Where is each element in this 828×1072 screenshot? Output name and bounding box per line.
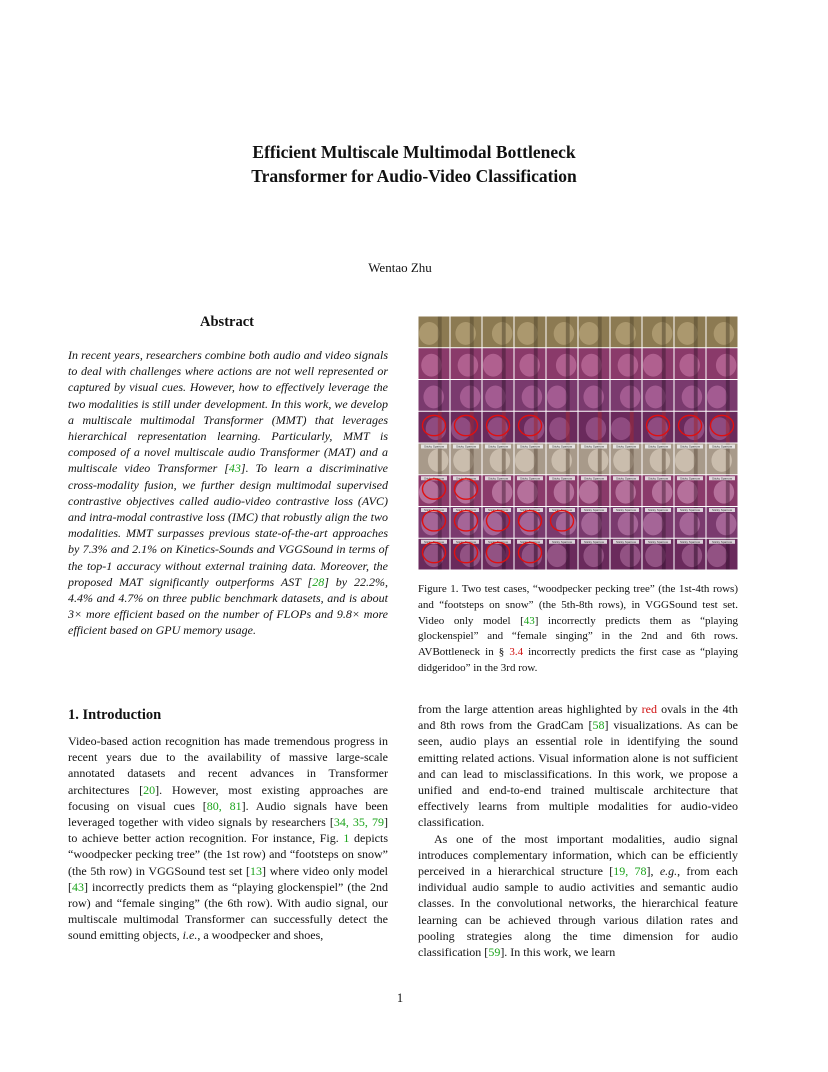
frame-label-tag: Sticky Sparrow bbox=[519, 539, 541, 544]
figure-frame bbox=[707, 412, 738, 443]
citation-link[interactable]: 20 bbox=[143, 782, 156, 797]
intro-text: ] visualizations. As can be seen, audio plays an essential role in identifying the sound emitting related actions. Visual information alone is not sufficient and can lead to misclassifications. In this work, we propose a unified and end-to-end trained multiscale architecture that effectively learns from multiple modalities for audio-video classification. bbox=[418, 718, 738, 830]
frame-label-tag: Sticky Sparrow bbox=[455, 444, 477, 449]
figure-frame bbox=[643, 317, 674, 348]
frame-label-tag: Sticky Sparrow bbox=[583, 476, 605, 481]
intro-text: ]. Audio signals have been leveraged together with video signals by researchers [ bbox=[68, 798, 388, 830]
frame-label-tag: Sticky Sparrow bbox=[679, 444, 701, 449]
figure-frame bbox=[483, 444, 514, 475]
figure-frame bbox=[675, 507, 706, 538]
figure-frame bbox=[451, 539, 482, 570]
figure-frame bbox=[515, 444, 546, 475]
figure-frame bbox=[611, 539, 642, 570]
figure-frame bbox=[419, 507, 450, 538]
figure-frame bbox=[547, 539, 578, 570]
citation-link[interactable]: 43 bbox=[228, 461, 241, 476]
frame-label-tag: Sticky Sparrow bbox=[679, 476, 701, 481]
figure-frame bbox=[707, 380, 738, 411]
figure-frame bbox=[611, 475, 642, 506]
frame-label-tag: Sticky Sparrow bbox=[583, 539, 605, 544]
citation-link[interactable]: 80, 81 bbox=[206, 798, 242, 813]
frame-label-tag: Sticky Sparrow bbox=[615, 476, 637, 481]
figure-frame bbox=[579, 444, 610, 475]
figure-frame bbox=[483, 348, 514, 379]
intro-text: ]. However, most existing approaches are focusing on visual cues [ bbox=[68, 782, 388, 813]
frame-label-tag: Sticky Sparrow bbox=[647, 539, 669, 544]
frame-label-tag: Sticky Sparrow bbox=[487, 476, 509, 481]
figure-frame bbox=[675, 539, 706, 570]
intro-text: depicts “woodpecker pecking tree” (the 1st row) and “footsteps on snow” (the 5th row) in VGGSound test set [ bbox=[68, 831, 388, 878]
figure-frame bbox=[451, 475, 482, 506]
frame-label-tag: Sticky Sparrow bbox=[647, 476, 669, 481]
citation-link[interactable]: 19, 78 bbox=[613, 864, 647, 879]
figure-frame bbox=[419, 444, 450, 475]
frame-label-tag: Sticky Sparrow bbox=[423, 539, 445, 544]
figure-frame bbox=[419, 348, 450, 379]
figure-frame bbox=[675, 380, 706, 411]
figure-frame bbox=[515, 475, 546, 506]
figure-frame bbox=[611, 444, 642, 475]
figure-frame bbox=[579, 348, 610, 379]
figure-frame bbox=[483, 507, 514, 538]
figure-frame bbox=[675, 444, 706, 475]
intro-text: ]. In this work, we learn bbox=[500, 945, 616, 960]
figure-caption bbox=[418, 582, 738, 677]
citation-link[interactable]: 43 bbox=[523, 614, 535, 627]
frame-label-tag: Sticky Sparrow bbox=[487, 539, 509, 544]
figure-frame bbox=[707, 348, 738, 379]
frame-label-tag: Sticky Sparrow bbox=[455, 476, 477, 481]
frame-label-tag: Sticky Sparrow bbox=[711, 508, 733, 513]
frame-label-tag: Sticky Sparrow bbox=[551, 539, 573, 544]
section-link[interactable]: 3.4 bbox=[509, 646, 524, 659]
abstract-text-2: ]. To learn a discriminative cross-modality fusion, we further design multimodal supervised contrastive objectives called audio-video contrastive loss (AVC) and intra-modal contrastive loss (IMC) that robustly align the two modalities. MMT surpasses previous state-of-the-art approaches by 7.3% and 2.1% on Kinetics-Sounds and VGGSound in terms of the top-1 accuracy without external training data. Moreover, the proposed MAT significantly outperforms AST [ bbox=[68, 461, 388, 589]
figure-frame bbox=[547, 444, 578, 475]
figure-frame bbox=[451, 380, 482, 411]
figure-frame bbox=[643, 539, 674, 570]
author-name: Wentao Zhu bbox=[368, 260, 432, 275]
figure-frame bbox=[675, 348, 706, 379]
figure-1-image-grid bbox=[418, 316, 738, 570]
intro-italic: e.g. bbox=[659, 864, 678, 879]
abstract-text-3: ] by 22.2%, 4.4% and 4.7% on three public benchmark datasets, and is about 3× more efficient based on the number of FLOPs and 9.8× more efficient based on GPU memory usage. bbox=[68, 574, 388, 638]
frame-label-tag: Sticky Sparrow bbox=[711, 539, 733, 544]
frame-label-tag: Sticky Sparrow bbox=[615, 508, 637, 513]
intro-text: , a woodpecker and shoes, bbox=[197, 928, 324, 943]
frame-label-tag: Sticky Sparrow bbox=[615, 539, 637, 544]
figure-frame bbox=[547, 507, 578, 538]
figure-frame bbox=[707, 444, 738, 475]
frame-label-tag: Sticky Sparrow bbox=[647, 508, 669, 513]
figure-frame bbox=[643, 507, 674, 538]
frame-label-tag: Sticky Sparrow bbox=[519, 444, 541, 449]
abstract-heading: Abstract bbox=[200, 314, 254, 330]
figure-frame bbox=[419, 317, 450, 348]
figure-frame bbox=[643, 444, 674, 475]
intro-text: As one of the most important modalities, audio signal introduces complementary information, which can be efficiently perceived in a hierarchical structure [ bbox=[418, 831, 738, 879]
figure-frame bbox=[579, 380, 610, 411]
figure-frame bbox=[611, 380, 642, 411]
figure-link[interactable]: 1 bbox=[343, 831, 350, 846]
caption-text-1: Figure 1. Two test cases, “woodpecker pecking tree” (the 1st-4th rows) and “footsteps on snow” (the 5th-8th rows), in VGGSound test set. Video only model [ bbox=[418, 583, 738, 627]
figure-frame bbox=[547, 475, 578, 506]
figure-frame bbox=[483, 380, 514, 411]
figure-frame bbox=[579, 539, 610, 570]
frame-label-tag: Sticky Sparrow bbox=[455, 508, 477, 513]
frame-label-tag: Sticky Sparrow bbox=[487, 508, 509, 513]
caption-text-2: ] incorrectly predicts them as “playing glockenspiel” and “female singing” in the 2nd and 6th rows. AVBottleneck in § bbox=[418, 614, 738, 659]
figure-frame bbox=[579, 412, 610, 443]
red-word: red bbox=[641, 702, 657, 716]
figure-frame bbox=[515, 317, 546, 348]
frame-label-tag: Sticky Sparrow bbox=[679, 539, 701, 544]
intro-right-column bbox=[418, 701, 738, 960]
frame-label-tag: Sticky Sparrow bbox=[423, 444, 445, 449]
figure-frame bbox=[451, 444, 482, 475]
frame-label-tag: Sticky Sparrow bbox=[583, 508, 605, 513]
figure-frame bbox=[611, 317, 642, 348]
frame-label-tag: Sticky Sparrow bbox=[647, 444, 669, 449]
frame-label-tag: Sticky Sparrow bbox=[455, 539, 477, 544]
intro-italic: i.e. bbox=[182, 928, 198, 943]
citation-link[interactable]: 43 bbox=[72, 879, 84, 894]
citation-link[interactable]: 59 bbox=[488, 945, 501, 960]
figure-frame bbox=[675, 475, 706, 506]
section-heading-introduction: 1. Introduction bbox=[68, 707, 162, 723]
figure-frame bbox=[419, 412, 450, 443]
figure-frame bbox=[515, 539, 546, 570]
caption-text-3: incorrectly predicts the first case as “playing didgeridoo” in the 3rd row. bbox=[418, 646, 738, 674]
intro-left-column bbox=[68, 733, 388, 944]
figure-frame bbox=[643, 348, 674, 379]
figure-frame bbox=[515, 348, 546, 379]
figure-frame bbox=[515, 380, 546, 411]
intro-text: from the large attention areas highlighted by bbox=[418, 702, 642, 716]
paper-title bbox=[0, 140, 828, 188]
figure-frame bbox=[515, 507, 546, 538]
frame-label-tag: Sticky Sparrow bbox=[551, 476, 573, 481]
title-line-2: Transformer for Audio-Video Classification bbox=[251, 166, 577, 186]
frame-label-tag: Sticky Sparrow bbox=[615, 444, 637, 449]
abstract-text-1: In recent years, researchers combine both audio and video signals to deal with challenges where actions are not well represented or captured by visual cues. However, how to effectively leverage the two modalities is still under development. In this work, we develop a multiscale multimodal Transformer (MMT) that leverages hierarchical representation learning. Particularly, MMT is composed of a novel multiscale audio Transformer (MAT) and a multiscale video Transformer [ bbox=[68, 348, 388, 476]
frame-label-tag: Sticky Sparrow bbox=[583, 444, 605, 449]
frame-label-tag: Sticky Sparrow bbox=[711, 476, 733, 481]
figure-frame bbox=[419, 475, 450, 506]
frame-label-tag: Sticky Sparrow bbox=[519, 476, 541, 481]
citation-link[interactable]: 28 bbox=[312, 574, 325, 589]
citation-link[interactable]: 13 bbox=[250, 863, 263, 878]
figure-frame bbox=[451, 317, 482, 348]
title-line-1: Efficient Multiscale Multimodal Bottleneck bbox=[252, 142, 576, 162]
figure-frame bbox=[483, 539, 514, 570]
figure-frame bbox=[707, 317, 738, 348]
figure-frame bbox=[611, 412, 642, 443]
citation-link[interactable]: 34, 35, 79 bbox=[333, 815, 385, 830]
intro-text: ], bbox=[646, 864, 660, 879]
figure-frame bbox=[451, 507, 482, 538]
figure-frame bbox=[515, 412, 546, 443]
figure-frame bbox=[451, 348, 482, 379]
figure-frame bbox=[483, 317, 514, 348]
intro-text: ovals in the 4th and 8th rows from the GradCam [ bbox=[418, 702, 738, 733]
frame-label-tag: Sticky Sparrow bbox=[487, 444, 509, 449]
figure-frame bbox=[707, 539, 738, 570]
figure-frame bbox=[643, 412, 674, 443]
figure-frame bbox=[579, 475, 610, 506]
figure-frame bbox=[611, 348, 642, 379]
intro-text: ] where video only model [ bbox=[68, 863, 388, 894]
figure-frame bbox=[579, 317, 610, 348]
figure-frame bbox=[451, 412, 482, 443]
figure-frame bbox=[483, 412, 514, 443]
figure-frame bbox=[611, 507, 642, 538]
frame-label-tag: Sticky Sparrow bbox=[519, 508, 541, 513]
figure-frame bbox=[675, 317, 706, 348]
frame-label-tag: Sticky Sparrow bbox=[551, 508, 573, 513]
figure-frame bbox=[419, 380, 450, 411]
figure-frame bbox=[675, 412, 706, 443]
frame-label-tag: Sticky Sparrow bbox=[679, 508, 701, 513]
citation-link[interactable]: 58 bbox=[592, 718, 605, 733]
frame-label-tag: Sticky Sparrow bbox=[711, 444, 733, 449]
intro-text: ] incorrectly predicts them as “playing glockenspiel” (the 2nd row) and “female singing” (the 6th row). With audio signal, our multiscale multimodal Transformer can successfully detect the sound emitting objects, bbox=[68, 879, 388, 943]
intro-text: ] to achieve better action recognition. For instance, Fig. bbox=[68, 815, 389, 846]
figure-frame bbox=[547, 412, 578, 443]
figure-frame bbox=[483, 475, 514, 506]
figure-frame bbox=[547, 348, 578, 379]
page-number: 1 bbox=[396, 991, 404, 1005]
intro-text: Video-based action recognition has made tremendous progress in recent years due to the availability of massive large-scale annotated datasets and recent advances in Transformer architectures [ bbox=[68, 734, 388, 797]
figure-frame bbox=[547, 317, 578, 348]
figure-frame bbox=[643, 475, 674, 506]
frame-label-tag: Sticky Sparrow bbox=[423, 476, 445, 481]
figure-frame bbox=[707, 507, 738, 538]
abstract-body bbox=[68, 347, 388, 639]
frame-label-tag: Sticky Sparrow bbox=[423, 508, 445, 513]
figure-frame bbox=[579, 507, 610, 538]
figure-frame bbox=[643, 380, 674, 411]
intro-text: , from each individual audio sample to audio activities and semantic audio classes. In the convolutional networks, the hierarchical feature learning can be achieved through various dilation rates and pooling strategies along the time dimension for audio classification [ bbox=[418, 864, 739, 960]
figure-frame bbox=[547, 380, 578, 411]
figure-frame bbox=[707, 475, 738, 506]
figure-frame bbox=[419, 539, 450, 570]
frame-label-tag: Sticky Sparrow bbox=[551, 444, 573, 449]
